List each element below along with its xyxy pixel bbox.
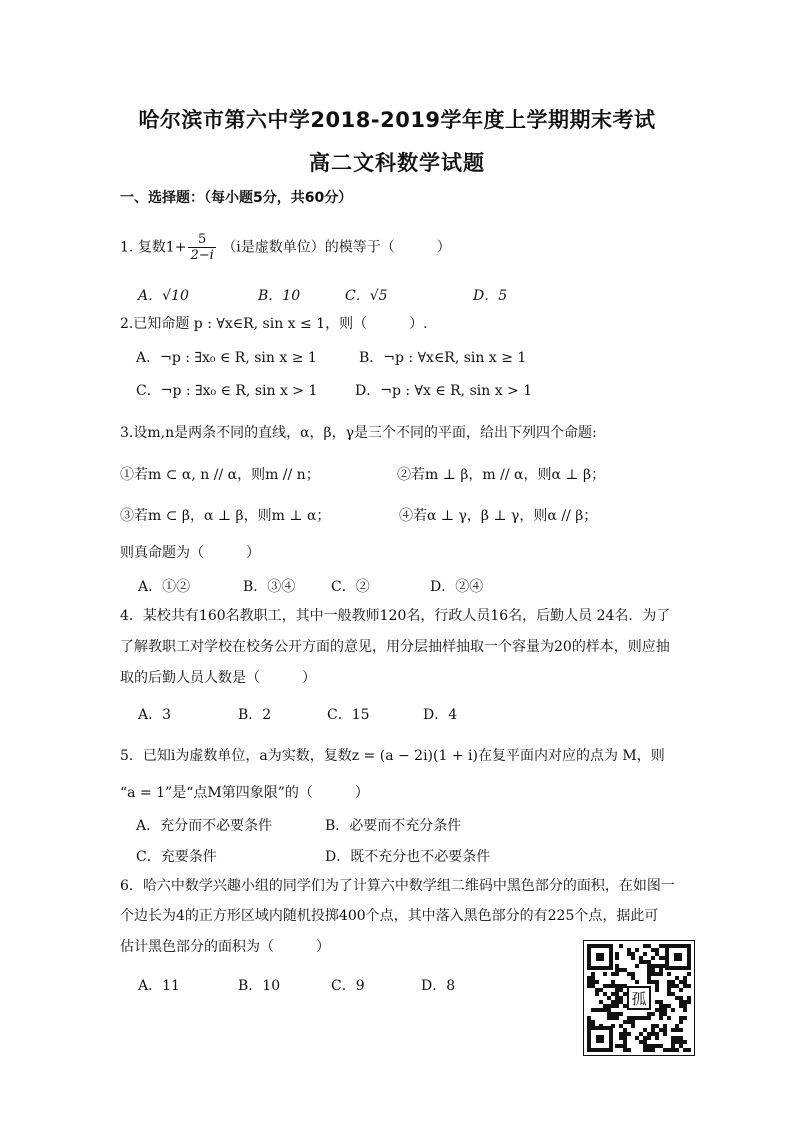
q1-prefix: 复数1+: [137, 239, 187, 256]
question-5-line-1: 5．已知i为虚数单位，a为实数，复数z = (a − 2i)(1 + i)在复平面内对应的点为 M，则: [120, 748, 665, 764]
exam-subtitle: 高二文科数学试题: [309, 151, 485, 175]
q3-option-a: A．①②: [138, 579, 191, 595]
q6-option-b: B．10: [238, 978, 281, 994]
q3-option-b: B．③④: [243, 579, 296, 595]
qr-code-image: [583, 940, 695, 1056]
q3-ask: 则真命题为（ ）: [120, 545, 260, 561]
q1-option-b: B．10: [258, 288, 301, 304]
q4-option-a: A．3: [138, 707, 172, 723]
q1-suffix: （i是虚数单位）的模等于（ ）: [222, 239, 451, 256]
q1-frac-num: 5: [188, 232, 215, 248]
q2-option-c: C．¬p : ∃x₀ ∈ R, sin x > 1: [136, 383, 318, 399]
q3-proposition-4: ④若α ⊥ γ，β ⊥ γ，则α // β；: [399, 508, 598, 524]
q2-option-a: A．¬p : ∃x₀ ∈ R, sin x ≥ 1: [136, 350, 317, 366]
q1-frac-den: 2−i: [190, 248, 214, 263]
q3-option-d: D．②④: [430, 579, 484, 595]
q5-option-d: D．既不充分也不必要条件: [325, 849, 491, 865]
exam-title: 哈尔滨市第六中学2018-2019学年度上学期期末考试: [138, 108, 656, 132]
q6-option-a: A．11: [138, 978, 180, 994]
q5-option-b: B．必要而不充分条件: [325, 818, 462, 834]
q1-number: 1.: [120, 239, 134, 256]
q1-fraction: [188, 232, 215, 263]
question-3: 3.设m,n是两条不同的直线，α，β，γ是三个不同的平面，给出下列四个命题:: [120, 425, 597, 441]
q4-option-d: D．4: [423, 707, 458, 723]
q6-option-c: C．9: [331, 978, 365, 994]
qr-center-logo: 孤: [631, 990, 647, 1008]
question-2: 2.已知命题 p : ∀x∈R, sin x ≤ 1，则（ ）.: [120, 316, 428, 332]
q5-option-a: A．充分而不必要条件: [136, 818, 273, 834]
q5-option-c: C．充要条件: [136, 849, 217, 865]
question-5-line-2: “a = 1”是“点M第四象限”的（ ）: [120, 785, 369, 801]
q2-option-b: B．¬p : ∀x∈R, sin x ≥ 1: [359, 350, 527, 366]
q1-option-a: A．√10: [138, 288, 189, 304]
q2-option-d: D．¬p : ∀x ∈ R, sin x > 1: [355, 383, 533, 399]
question-4-line-3: 取的后勤人员人数是（ ）: [120, 670, 316, 686]
q3-proposition-1: ①若m ⊂ α, n // α，则m // n；: [120, 467, 320, 483]
q3-proposition-3: ③若m ⊂ β，α ⊥ β，则m ⊥ α；: [120, 508, 331, 524]
section-heading: 一、选择题：（每小题5分，共60分）: [120, 190, 353, 206]
question-6-line-3: 估计黑色部分的面积为（ ）: [120, 939, 330, 955]
question-4-line-2: 了解教职工对学校在校务公开方面的意见，用分层抽样抽取一个容量为20的样本，则应抽: [120, 639, 670, 655]
q6-option-d: D．8: [421, 978, 456, 994]
question-4-line-1: 4．某校共有160名教职工，其中一般教师120名，行政人员16名，后勤人员 24名．为了: [120, 608, 671, 624]
q1-option-d: D．5: [473, 288, 508, 304]
q1-option-c: C．√5: [345, 288, 388, 304]
q3-option-c: C．②: [331, 579, 370, 595]
q4-option-c: C．15: [327, 707, 370, 723]
question-6-line-2: 个边长为4的正方形区域内随机投掷400个点，其中落入黑色部分的有225个点，据此可: [120, 908, 659, 924]
q4-option-b: B．2: [238, 707, 272, 723]
q3-proposition-2: ②若m ⊥ β，m // α，则α ⊥ β；: [397, 467, 606, 483]
question-6-line-1: 6．哈六中数学兴趣小组的同学们为了计算六中数学组二维码中黑色部分的面积，在如图一: [120, 878, 675, 894]
question-1: [120, 232, 451, 263]
